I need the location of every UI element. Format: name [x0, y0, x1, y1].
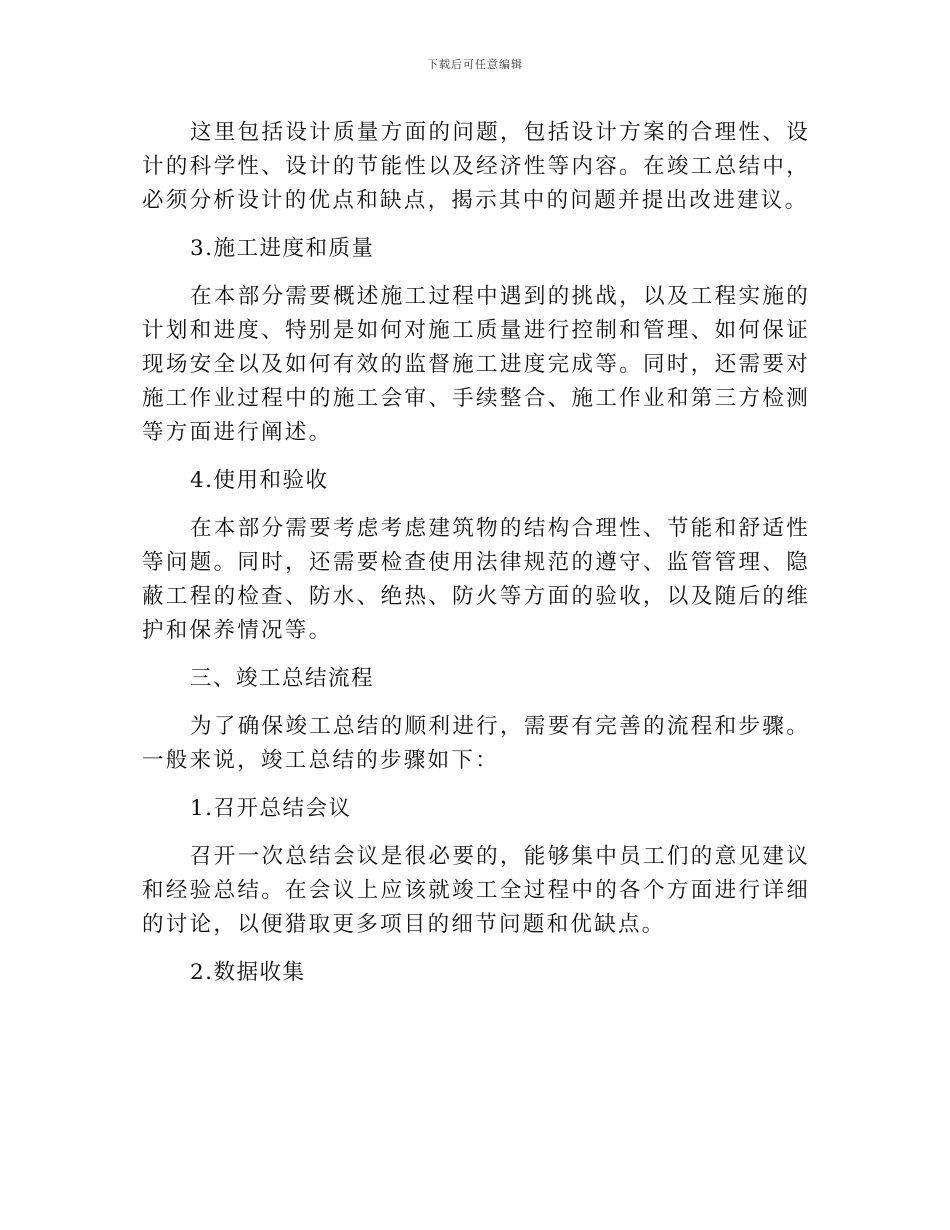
heading-summary-process: 三、竣工总结流程 [190, 666, 375, 691]
heading-data-collection: 2.数据收集 [190, 960, 306, 985]
paragraph-use-acceptance: 在本部分需要考虑考虑建筑物的结构合理性、节能和舒适性等问题。同时，还需要检查使用法律规范的遵守、监管管理、隐蔽工程的检查、防水、绝热、防火等方面的验收，以及随后的维护和保养情况等。 [142, 516, 810, 643]
paragraph-summary-process: 为了确保竣工总结的顺利进行，需要有完善的流程和步骤。一般来说，竣工总结的步骤如下： [142, 714, 810, 773]
heading-summary-meeting: 1.召开总结会议 [190, 796, 352, 821]
heading-use-acceptance: 4.使用和验收 [190, 468, 329, 493]
document-body [142, 116, 810, 1004]
paragraph-design-quality: 这里包括设计质量方面的问题，包括设计方案的合理性、设计的科学性、设计的节能性以及经济性等内容。在竣工总结中，必须分析设计的优点和缺点，揭示其中的问题并提出改进建议。 [142, 120, 810, 213]
paragraph-summary-meeting: 召开一次总结会议是很必要的，能够集中员工们的意见建议和经验总结。在会议上应该就竣工全过程中的各个方面进行详细的讨论，以便猎取更多项目的细节问题和优缺点。 [142, 844, 810, 937]
paragraph-construction-progress: 在本部分需要概述施工过程中遇到的挑战，以及工程实施的计划和进度、特别是如何对施工质量进行控制和管理、如何保证现场安全以及如何有效的监督施工进度完成等。同时，还需要对施工作业过程中的施工会审、手续整合、施工作业和第三方检测等方面进行阐述。 [142, 284, 810, 445]
page-header: 下载后可任意编辑 [427, 58, 523, 71]
heading-construction-progress: 3.施工进度和质量 [190, 236, 375, 261]
